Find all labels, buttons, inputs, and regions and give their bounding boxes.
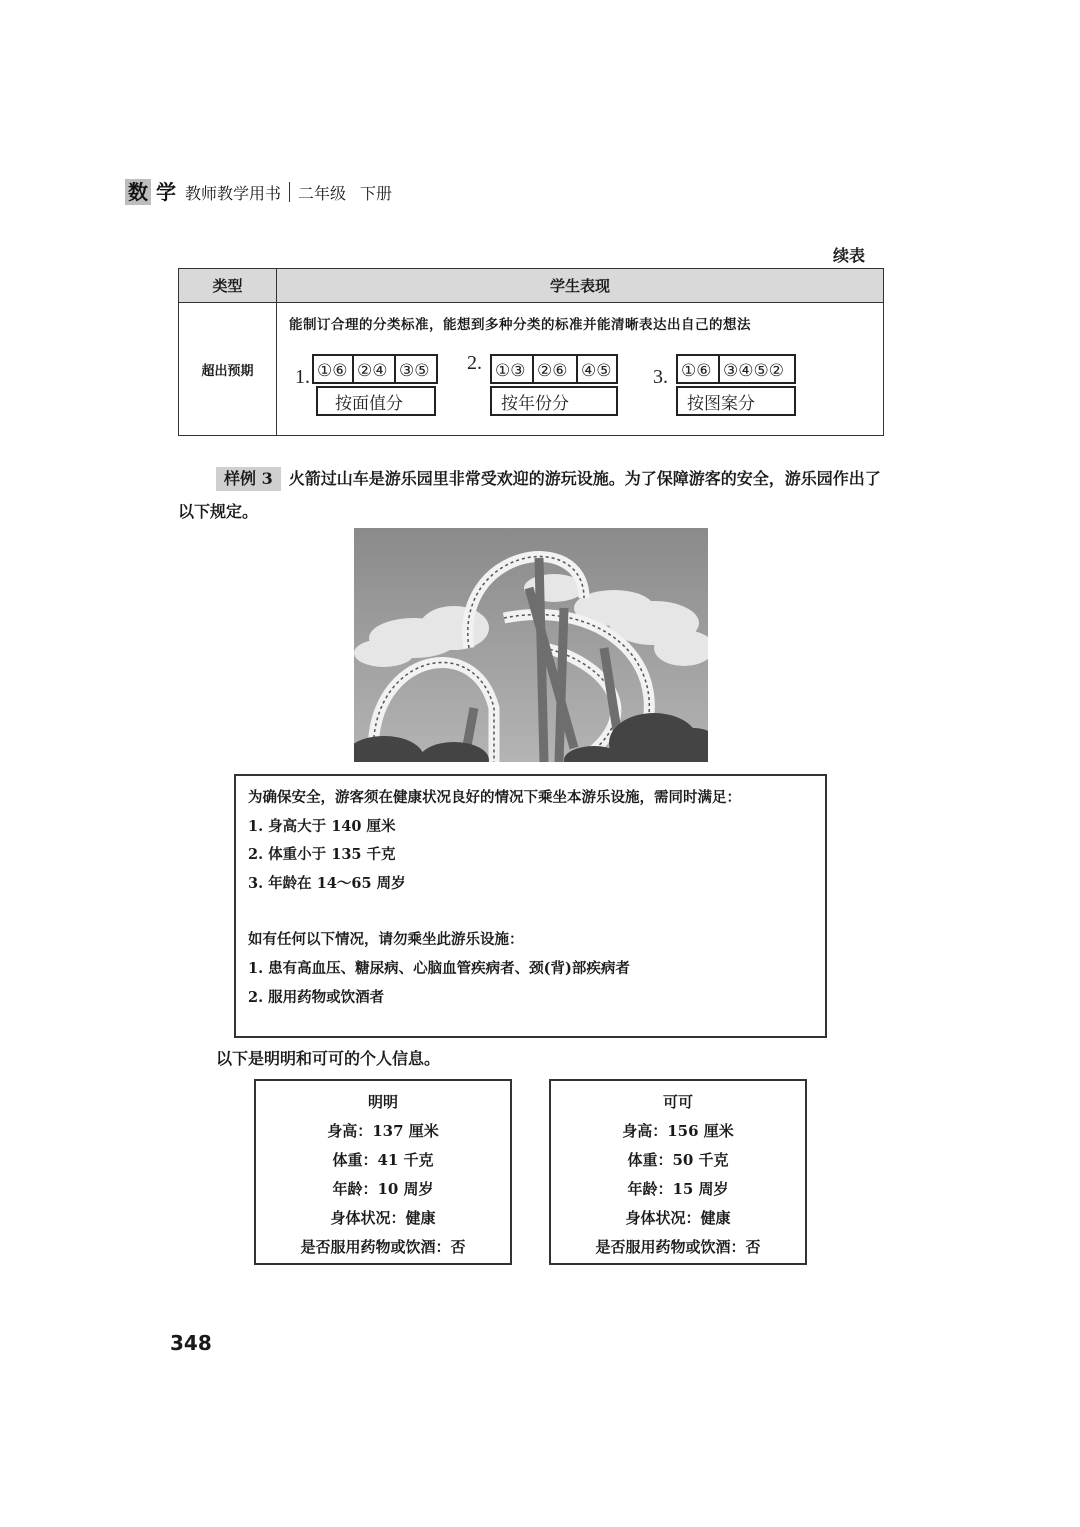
card-name: 明明: [367, 1093, 398, 1111]
svg-text:④⑤: ④⑤: [581, 361, 612, 380]
info-card-keke: [549, 1079, 807, 1265]
card-height: 身高：156 厘米: [622, 1122, 734, 1140]
grade-info: [298, 181, 406, 204]
group-3: [653, 355, 795, 415]
handwritten-classification: [295, 347, 885, 427]
grade-label: 二年级: [298, 183, 347, 203]
svg-text:②⑥: ②⑥: [537, 361, 568, 380]
card-health: 身体状况：健康: [625, 1209, 731, 1227]
header-performance: 学生表现: [549, 277, 610, 295]
svg-text:按图案分: 按图案分: [687, 394, 755, 413]
brand-char-1: 数: [125, 179, 151, 205]
row-type: 超出预期: [179, 303, 277, 435]
card-drug: 是否服用药物或饮酒：否: [595, 1238, 761, 1256]
volume-label: 下册: [360, 183, 393, 203]
brand-char-2: 学: [156, 180, 176, 204]
group-2: [467, 352, 617, 415]
card-drug: 是否服用药物或饮酒：否: [300, 1238, 466, 1256]
card-age: 年龄：10 周岁: [332, 1180, 434, 1198]
page-header: [125, 176, 406, 208]
performance-table: [178, 268, 884, 436]
book-title: 教师教学用书: [185, 183, 282, 203]
svg-text:③⑤: ③⑤: [399, 361, 430, 380]
rule-condition: 3. 年龄在 14～65 周岁: [248, 874, 406, 892]
page-number: 348: [170, 1331, 212, 1355]
rules-intro: 为确保安全，游客须在健康状况良好的情况下乘坐本游乐设施，需同时满足：: [248, 789, 741, 806]
header-divider: [289, 182, 290, 202]
svg-text:①③: ①③: [495, 361, 526, 380]
svg-text:①⑥: ①⑥: [681, 361, 712, 380]
info-card-mingming: [254, 1079, 512, 1265]
table-row: [179, 303, 883, 435]
svg-text:1.: 1.: [295, 366, 310, 388]
forbid-intro: 如有任何以下情况，请勿乘坐此游乐设施：: [248, 931, 524, 949]
safety-rules-box: [234, 774, 827, 1038]
svg-text:3.: 3.: [653, 366, 668, 388]
forbid-item: 1. 患有高血压、糖尿病、心脑血管疾病者、颈(背)部疾病者: [248, 959, 630, 977]
standard-text: 能制订合理的分类标准，能想到多种分类的标准并能清晰表达出自己的想法: [289, 317, 751, 333]
table-header: [179, 269, 883, 303]
row-performance: [277, 303, 883, 435]
brand-logo: [125, 179, 181, 205]
svg-text:①⑥: ①⑥: [317, 361, 348, 380]
continued-label: 续表: [832, 246, 865, 265]
svg-text:③④⑤②: ③④⑤②: [723, 361, 784, 380]
rule-condition: 1. 身高大于 140 厘米: [248, 817, 396, 835]
svg-text:按面值分: 按面值分: [335, 394, 403, 413]
forbid-item: 2. 服用药物或饮酒者: [248, 988, 385, 1006]
rules-gap: [248, 898, 813, 926]
info-intro: 以下是明明和可可的个人信息。: [216, 1049, 441, 1068]
svg-text:按年份分: 按年份分: [501, 394, 569, 413]
example-text: 火箭过山车是游乐园里非常受欢迎的游玩设施。为了保障游客的安全，游乐园作出了以下规定。: [178, 469, 881, 521]
svg-text:②④: ②④: [357, 361, 388, 380]
example-tag: 样例 3: [216, 467, 281, 491]
roller-coaster-photo: [354, 528, 708, 762]
group-1: [295, 355, 437, 415]
svg-text:2.: 2.: [467, 352, 482, 374]
card-age: 年龄：15 周岁: [627, 1180, 729, 1198]
card-name: 可可: [662, 1093, 693, 1111]
card-health: 身体状况：健康: [330, 1209, 436, 1227]
example-paragraph: [178, 462, 884, 528]
card-weight: 体重：50 千克: [627, 1151, 729, 1169]
card-weight: 体重：41 千克: [332, 1151, 434, 1169]
header-type: 类型: [179, 269, 277, 302]
rule-condition: 2. 体重小于 135 千克: [248, 846, 396, 864]
card-height: 身高：137 厘米: [327, 1122, 439, 1140]
